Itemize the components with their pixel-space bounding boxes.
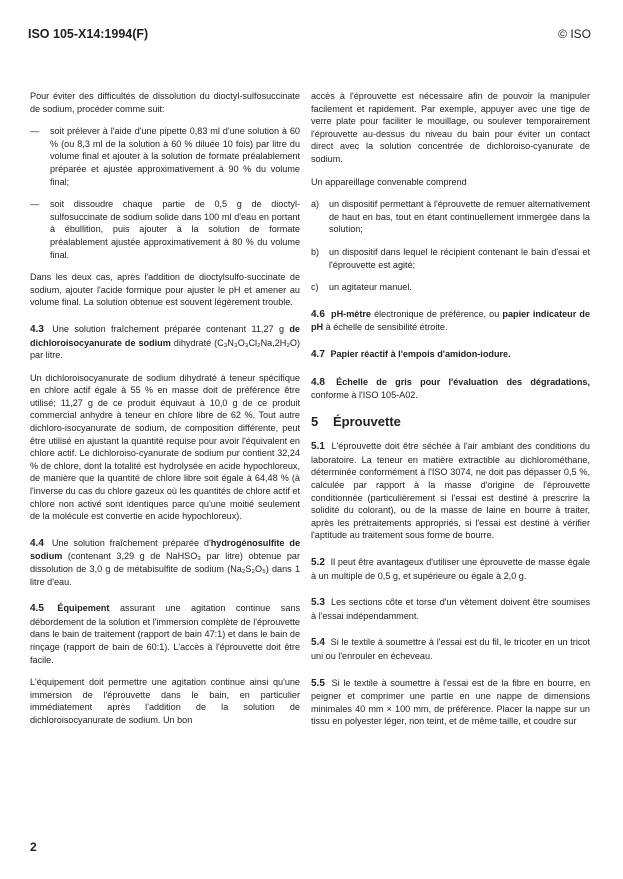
dash-marker: — <box>30 126 40 137</box>
clause-4-8: 4.8 Échelle de gris pour l'évaluation des dégradations, conforme à l'ISO 105-A02. <box>311 376 590 401</box>
clause-number: 5.1 <box>311 441 325 453</box>
clause-4-7: 4.7 Papier réactif à l'empois d'amidon-iodure. <box>311 348 511 360</box>
clause-5-1: 5.1 L'éprouvette doit être séchée à l'air ambiant des conditions du laboratoire. La teneur en matière extractible au dichlorométhane, déterminée conformément à l'ISO 3074, ne doit pas dépasser 0,5 %, calculée par rapport à la masse d'origine de l'éprouvette conditionnée (particulièrement si l'essai est destiné à prescrire la solidité du colorant), ou de la masse de laine en bourre à traiter, après les prétraitements appropriés, si l'essai est destiné à vérifier l'aptitude au traitement sous forme de bourre. <box>311 441 590 541</box>
copyright-mark: © ISO <box>558 27 591 41</box>
page-number: 2 <box>30 840 37 854</box>
clause-number: 5.2 <box>311 557 325 569</box>
clause-number: 4.8 <box>311 376 325 388</box>
clause-number: 4.6 <box>311 308 325 320</box>
list-item <box>30 198 300 261</box>
paragraph: L'équipement doit permettre une agitation continue ainsi qu'une immersion de l'éprouvette dans le bain, en particulier immédiatement après l'addition de la solution de dichloroisocyanurate de sodium. Un bon <box>30 677 300 725</box>
clause-number: 4.7 <box>311 348 325 360</box>
paragraph: Dans les deux cas, après l'addition de dioctylsulfo-succinate de sodium, ajouter l'acide formique pour ajuster le pH et amener au volume final. La solution obtenue est souvent légèrement trouble. <box>30 272 300 308</box>
list-item-text: soit prélever à l'aide d'une pipette 0,83 ml d'une solution à 60 % (ou 8,3 ml de la solution à 60 % diluée 10 fois) par litre du volume final et ajouter à la solution de formate préalablement préparée et ajustée approximativement à 90 % du volume final; <box>50 126 300 187</box>
list-item: a) un dispositif permettant à l'éprouvette de remuer alternativement de haut en bas, tout en étant continuellement immergée dans la solution; <box>311 199 590 235</box>
paragraph: Un dichloroisocyanurate de sodium dihydraté à teneur spécifique en chlore actif égale à 55 % en masse doit de préférence être utilisé; 11,27 g de ce produit équivaut à 10,0 g de ce produit commercial anhydre à teneur en chlore libre de 62 %. Tout autre dichloro-isocyanurate de sodium, de composition différente, peut être utilisé en ajustant la quantité requise pour avoir l'équivalent en chlore actif. Le dichloroiso-cyanurate de sodium pur contient 32,24 % de chlore, dont la totalité est hydrolysée en acide hypochloreux, de manière que la quantité de chlore libre soit égale à 64,48 % (à l'inverse du cas du chlore gazeux où les quantités de chlore actif et chlore non activé sont identiques parce qu'une moitié seulement de la molécule est convertie en acide hypochloreux). <box>30 372 300 522</box>
list-item-text: soit dissoudre chaque partie de 0,5 g de dioctyl-sulfosuccinate de sodium solide dans 100 ml d'eau en portant à ébullition, puis ajouter à la solution de formate préalablement ajustée approximativement à 80 % du volume final. <box>50 199 300 260</box>
clause-number: 5.4 <box>311 637 325 649</box>
list-item: c) un agitateur manuel. <box>311 282 412 293</box>
clause-4-4: 4.4 Une solution fraîchement préparée d'hydrogénosulfite de sodium (contenant 3,29 g de NaHSO₃ par litre) obtenue par dissolution de 3,0 g de métabisulfite de sodium (Na₂S₂O₅) dans 1 litre d'eau. <box>30 537 301 587</box>
clause-number: 4.4 <box>30 537 44 549</box>
paragraph: Un appareillage convenable comprend <box>311 176 467 187</box>
section-5-heading: 5 Éprouvette <box>311 413 401 429</box>
clause-4-5: 4.5 Équipement assurant une agitation continue sans débordement de la solution et l'immersion complète de l'éprouvette dans le bain de traitement (rapport de bain 47:1) et dans le bain de rinçage (rapport de bain de 60:1). L'accès à l'éprouvette doit être facile. <box>30 603 301 665</box>
left-column <box>30 90 300 737</box>
document-header-title: ISO 105-X14:1994(F) <box>28 27 149 41</box>
right-column <box>311 90 590 738</box>
clause-5-2: 5.2 Il peut être avantageux d'utiliser une éprouvette de masse égale à un multiple de 0,5 g, et supérieure ou égale à 2,0 g. <box>311 557 591 581</box>
intro-paragraph: Pour éviter des difficultés de dissolution du dioctyl-sulfosuccinate de sodium, procéder comme suit: <box>30 91 300 114</box>
list-item <box>30 125 300 188</box>
list-item: b) un dispositif dans lequel le récipient contenant le bain d'essai et l'éprouvette est agité; <box>311 246 590 270</box>
clause-number: 5.5 <box>311 677 325 689</box>
clause-5-4: 5.4 Si le textile à soumettre à l'essai est du fil, le tricoter en un tricot uni ou l'enrouler en écheveau. <box>311 637 590 661</box>
clause-5-5: 5.5 Si le textile à soumettre à l'essai est de la fibre en bourre, en peigner et comprimer une partie en une nappe de dimensions minimales 40 mm × 100 mm, de préférence. Placer la nappe sur un tissu en polyester léger, non teint, et de même taille, et coudre sur <box>311 677 590 727</box>
clause-5-3: 5.3 Les sections côte et torse d'un vêtement doivent être soumises à l'essai indépendamment. <box>311 597 590 621</box>
clause-4-3: 4.3 Une solution fraîchement préparée contenant 11,27 g de dichloroisocyanurate de sodium dihydraté (C₃N₃O₃Cl₂Na,2H₂O) par litre. <box>30 323 300 361</box>
clause-number: 5.3 <box>311 597 325 609</box>
dash-marker: — <box>30 199 40 210</box>
clause-4-6: 4.6 pH-mètre électronique de préférence, ou papier indicateur de pH à échelle de sensibilité étroite. <box>311 308 591 333</box>
clause-number: 4.5 <box>30 603 44 615</box>
paragraph: accès à l'éprouvette est nécessaire afin de pouvoir la manipuler facilement et rapidement. Par exemple, appuyer avec une tige de verre plate pour faciliter le mouillage, ou soulever temporairement l'éprouvette au-dessus du niveau du bain pour éviter un contact direct avec la solution concentrée de dichloroiso-cyanurate de sodium. <box>311 91 590 164</box>
clause-number: 4.3 <box>30 323 44 335</box>
